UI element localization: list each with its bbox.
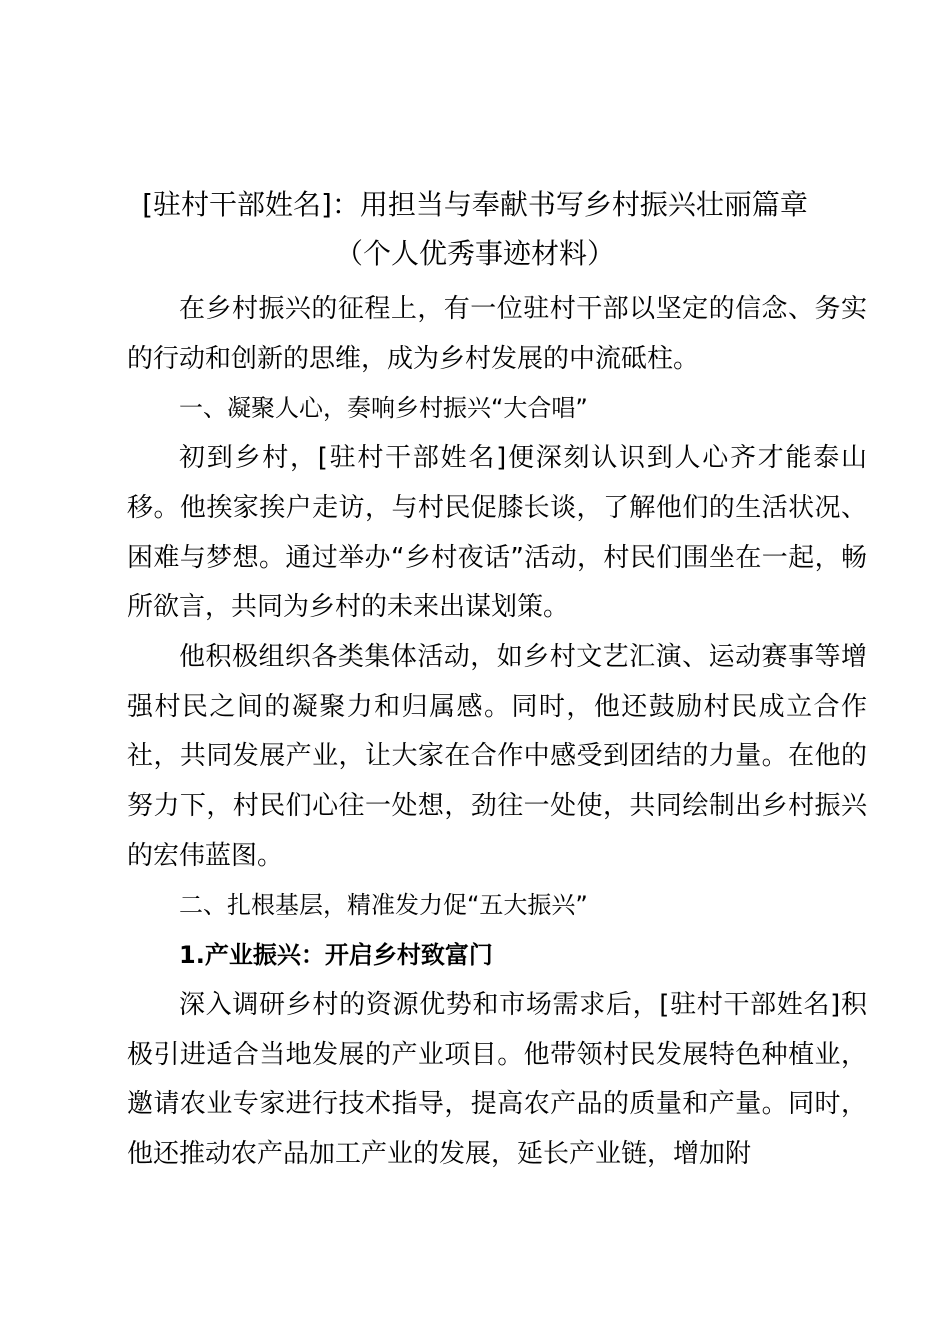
section-heading-1: 一、凝聚人心，奏响乡村振兴“大合唱”: [179, 394, 588, 423]
subsection-heading-1: 1.产业振兴：开启乡村致富门: [179, 941, 493, 970]
section-heading-2: 二、扎根基层，精准发力促“五大振兴”: [179, 891, 588, 920]
intro-paragraph: 在乡村振兴的征程上，有一位驻村干部以坚定的信念、务实的行动和创新的思维，成为乡村发展的中流砥柱。: [127, 294, 867, 374]
document-subtitle: （个人优秀事迹材料）: [334, 237, 615, 270]
document-body: [127, 285, 867, 1180]
document-title: [驻村干部姓名]：用担当与奉献书写乡村振兴壮丽篇章: [142, 188, 808, 221]
subsection1-paragraph-1: 深入调研乡村的资源优势和市场需求后，[驻村干部姓名]积极引进适合当地发展的产业项目。他带领村民发展特色种植业，邀请农业专家进行技术指导，提高农产品的质量和产量。同时，他还推动农产品加工产业的发展，延长产业链，增加附: [127, 989, 867, 1169]
section1-paragraph-2: 他积极组织各类集体活动，如乡村文艺汇演、运动赛事等增强村民之间的凝聚力和归属感。同时，他还鼓励村民成立合作社，共同发展产业，让大家在合作中感受到团结的力量。在他的努力下，村民们心往一处想，劲往一处使，共同绘制出乡村振兴的宏伟蓝图。: [127, 641, 867, 871]
section1-paragraph-1: 初到乡村，[驻村干部姓名]便深刻认识到人心齐才能泰山移。他挨家挨户走访，与村民促膝长谈，了解他们的生活状况、困难与梦想。通过举办“乡村夜话”活动，村民们围坐在一起，畅所欲言，共同为乡村的未来出谋划策。: [127, 443, 867, 623]
